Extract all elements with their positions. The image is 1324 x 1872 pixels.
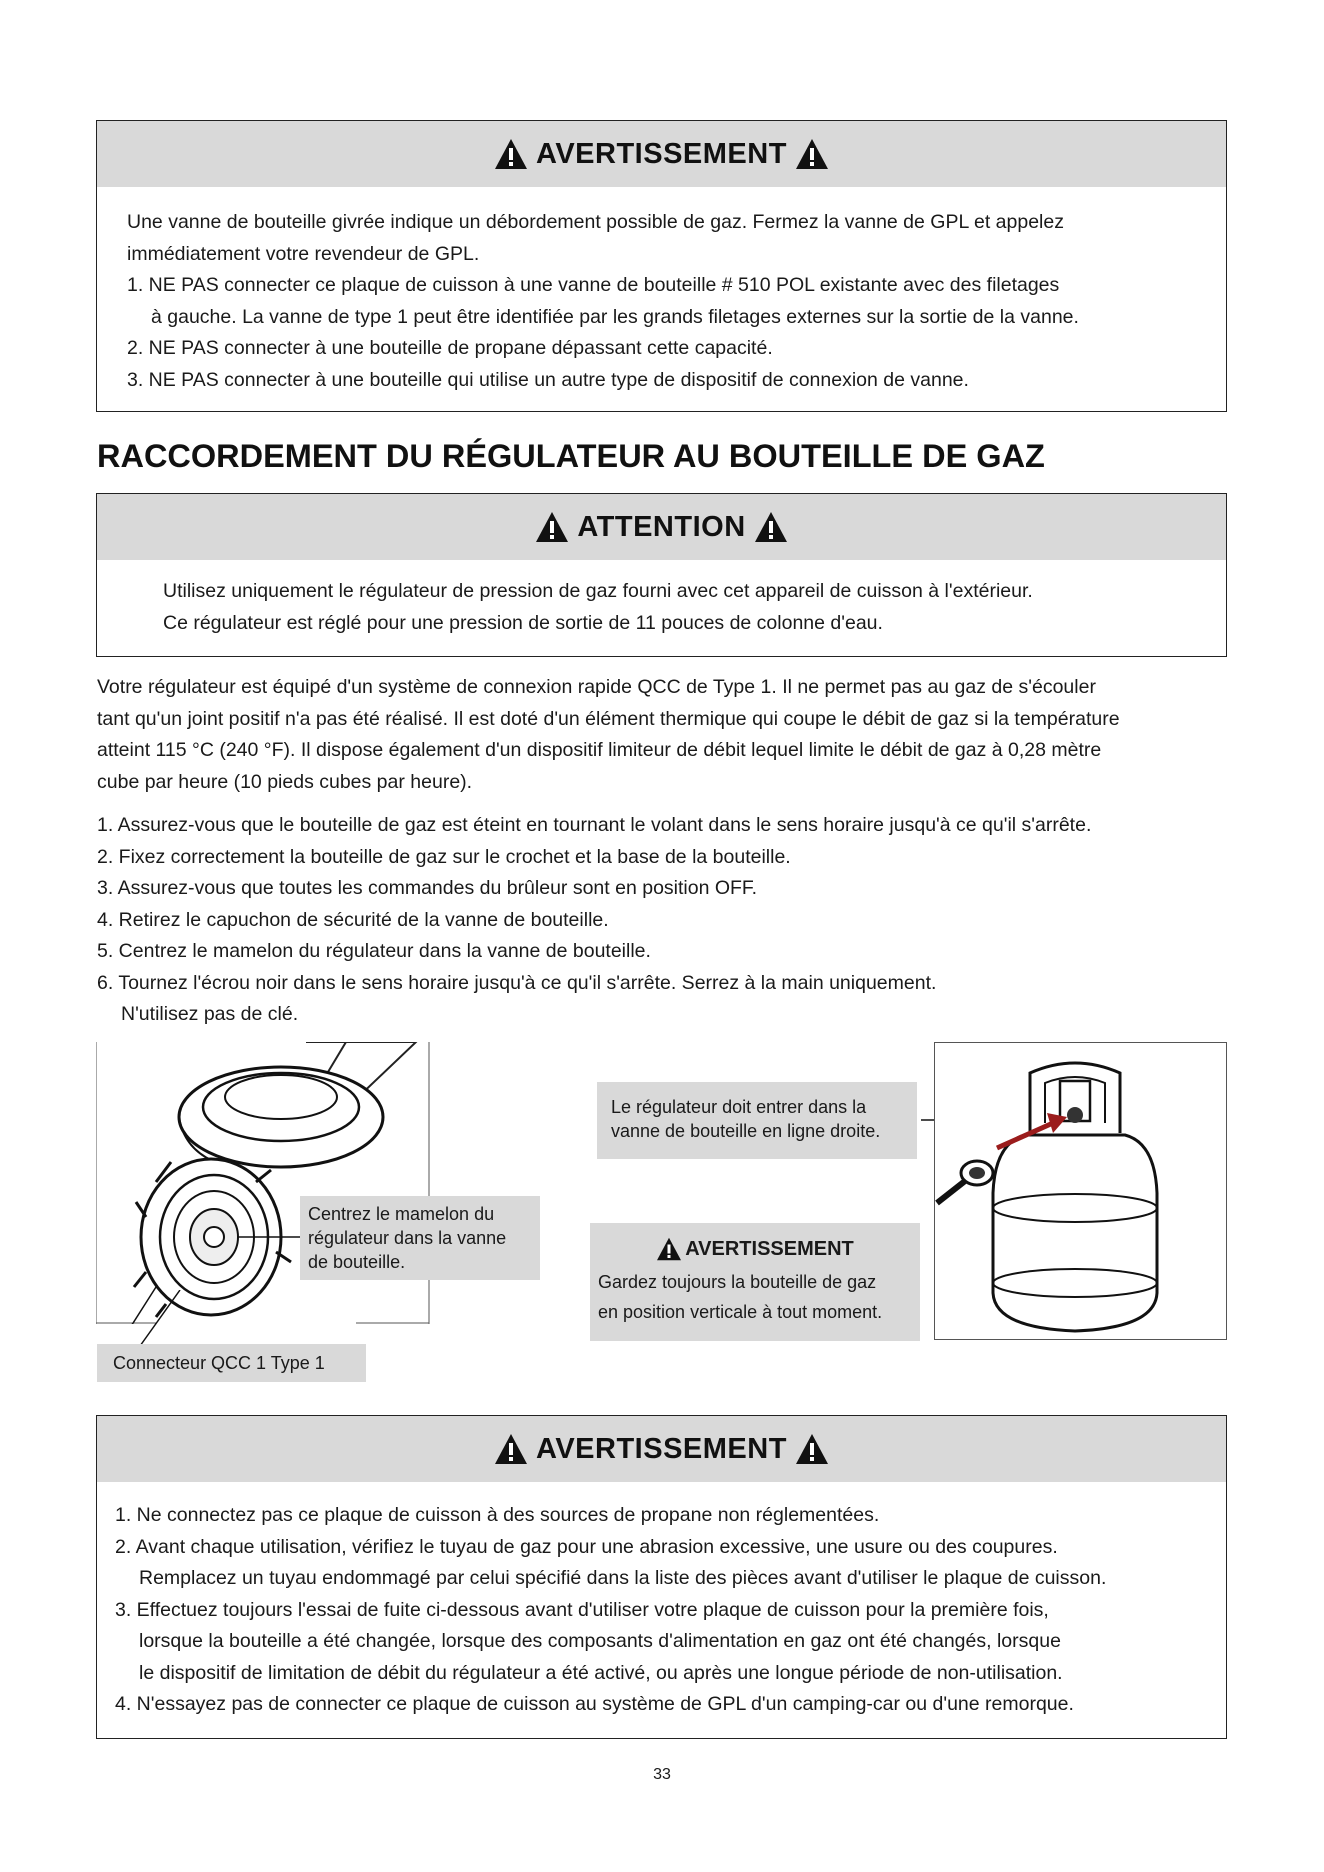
attention-box <box>96 493 1227 657</box>
step-item: 4. Retirez le capuchon de sécurité de la vanne de bouteille. <box>97 908 609 931</box>
steps-list <box>97 810 1091 1031</box>
label-line: Le régulateur doit entrer dans la <box>611 1097 867 1117</box>
attention-box-title: ATTENTION <box>577 510 746 543</box>
intro-line: tant qu'un joint positif n'a pas été réalisé. Il est doté d'un élément thermique qui coupe le débit de gaz si la température <box>97 707 1120 730</box>
warning-line: 2. NE PAS connecter à une bouteille de propane dépassant cette capacité. <box>127 337 773 359</box>
straight-line-label <box>597 1082 917 1159</box>
warning-line: à gauche. La vanne de type 1 peut être identifiée par les grands filetages externes sur la sortie de la vanne. <box>151 305 1079 328</box>
warning-line: 1. Ne connectez pas ce plaque de cuisson à des sources de propane non réglementées. <box>115 1504 880 1526</box>
warning-line: 3. Effectuez toujours l'essai de fuite ci-dessous avant d'utiliser votre plaque de cuisson pour la première fois, <box>115 1598 1049 1621</box>
warning-box-2 <box>96 1415 1227 1739</box>
warning-line: le dispositif de limitation de débit du régulateur a été activé, ou après une longue période de non-utilisation. <box>139 1661 1063 1684</box>
label-line: Connecteur QCC 1 Type 1 <box>113 1353 325 1373</box>
warning-box-1-title: AVERTISSEMENT <box>536 137 787 170</box>
step-item: 2. Fixez correctement la bouteille de gaz sur le crochet et la base de la bouteille. <box>97 845 791 868</box>
step-item: 1. Assurez-vous que le bouteille de gaz est éteint en tournant le volant dans le sens horaire jusqu'à ce qu'il s'arrête. <box>97 814 1092 836</box>
warning-line: 4. N'essayez pas de connecter ce plaque de cuisson au système de GPL d'un camping-car ou d'une remorque. <box>115 1693 1074 1715</box>
propane-tank-drawing <box>935 1043 1226 1339</box>
step-item: 6. Tournez l'écrou noir dans le sens horaire jusqu'à ce qu'il s'arrête. Serrez à la main uniquement. <box>97 971 937 994</box>
page-number: 33 <box>653 1766 671 1783</box>
warning-box-1 <box>96 120 1227 412</box>
propane-tank-illustration <box>934 1042 1227 1340</box>
intro-paragraph <box>97 672 1257 798</box>
intro-line: cube par heure (10 pieds cubes par heure). <box>97 770 473 793</box>
warning-line: 1. NE PAS connecter ce plaque de cuisson à une vanne de bouteille # 510 POL existante avec des filetages <box>127 274 1060 296</box>
warning-line: Une vanne de bouteille givrée indique un débordement possible de gaz. Fermez la vanne de GPL et appelez <box>127 211 1064 233</box>
upright-warning-label <box>590 1223 920 1341</box>
center-nipple-label <box>300 1196 540 1280</box>
warning-box-2-header <box>97 1416 1226 1482</box>
warning-box-1-body <box>97 187 1226 396</box>
warning-box-1-header <box>97 121 1226 187</box>
regulator-illustration <box>96 1042 430 1324</box>
warning-triangle-icon <box>494 1433 528 1465</box>
warning-triangle-icon <box>535 511 569 543</box>
label-line: de bouteille. <box>308 1252 406 1272</box>
attention-box-body <box>97 560 1226 639</box>
warning-line: immédiatement votre revendeur de GPL. <box>127 242 480 265</box>
attention-line: Ce régulateur est réglé pour une pression de sortie de 11 pouces de colonne d'eau. <box>163 611 883 634</box>
intro-line: Votre régulateur est équipé d'un système de connexion rapide QCC de Type 1. Il ne permet pas au gaz de s'écouler <box>97 676 1096 698</box>
upright-warning-title: AVERTISSEMENT <box>685 1238 854 1260</box>
step-item: 3. Assurez-vous que toutes les commandes du brûleur sont en position OFF. <box>97 877 758 899</box>
warning-box-2-title: AVERTISSEMENT <box>536 1432 787 1465</box>
regulator-drawing <box>96 1042 430 1324</box>
warning-line: lorsque la bouteille a été changée, lorsque des composants d'alimentation en gaz ont été changés, lorsque <box>139 1630 1061 1652</box>
label-line: Gardez toujours la bouteille de gaz <box>598 1272 877 1292</box>
warning-triangle-icon <box>494 138 528 170</box>
warning-triangle-icon <box>656 1237 682 1261</box>
step-item: 5. Centrez le mamelon du régulateur dans la vanne de bouteille. <box>97 940 651 962</box>
label-line: régulateur dans la vanne <box>308 1228 507 1248</box>
intro-line: atteint 115 °C (240 °F). Il dispose également d'un dispositif limiteur de débit lequel limite le débit de gaz à 0,28 mètre <box>97 739 1102 761</box>
warning-triangle-icon <box>795 1433 829 1465</box>
step-item: N'utilisez pas de clé. <box>121 1003 299 1025</box>
warning-line: 2. Avant chaque utilisation, vérifiez le tuyau de gaz pour une abrasion excessive, une usure ou des coupures. <box>115 1535 1058 1558</box>
connector-pointer-line <box>120 1290 200 1350</box>
warning-line: 3. NE PAS connecter à une bouteille qui utilise un autre type de dispositif de connexion de vanne. <box>127 368 969 391</box>
attention-line: Utilisez uniquement le régulateur de pression de gaz fourni avec cet appareil de cuisson à l'extérieur. <box>163 580 1033 602</box>
warning-triangle-icon <box>754 511 788 543</box>
warning-box-2-body <box>97 1482 1226 1721</box>
label-line: vanne de bouteille en ligne droite. <box>611 1121 881 1141</box>
label-line: Centrez le mamelon du <box>308 1204 495 1224</box>
warning-line: Remplacez un tuyau endommagé par celui spécifié dans la liste des pièces avant d'utiliser le plaque de cuisson. <box>139 1567 1107 1589</box>
warning-triangle-icon <box>795 138 829 170</box>
attention-box-header <box>97 494 1226 560</box>
qcc-connector-label <box>97 1344 366 1382</box>
section-title: RACCORDEMENT DU RÉGULATEUR AU BOUTEILLE DE GAZ <box>97 438 1045 474</box>
label-line: en position verticale à tout moment. <box>598 1302 883 1322</box>
